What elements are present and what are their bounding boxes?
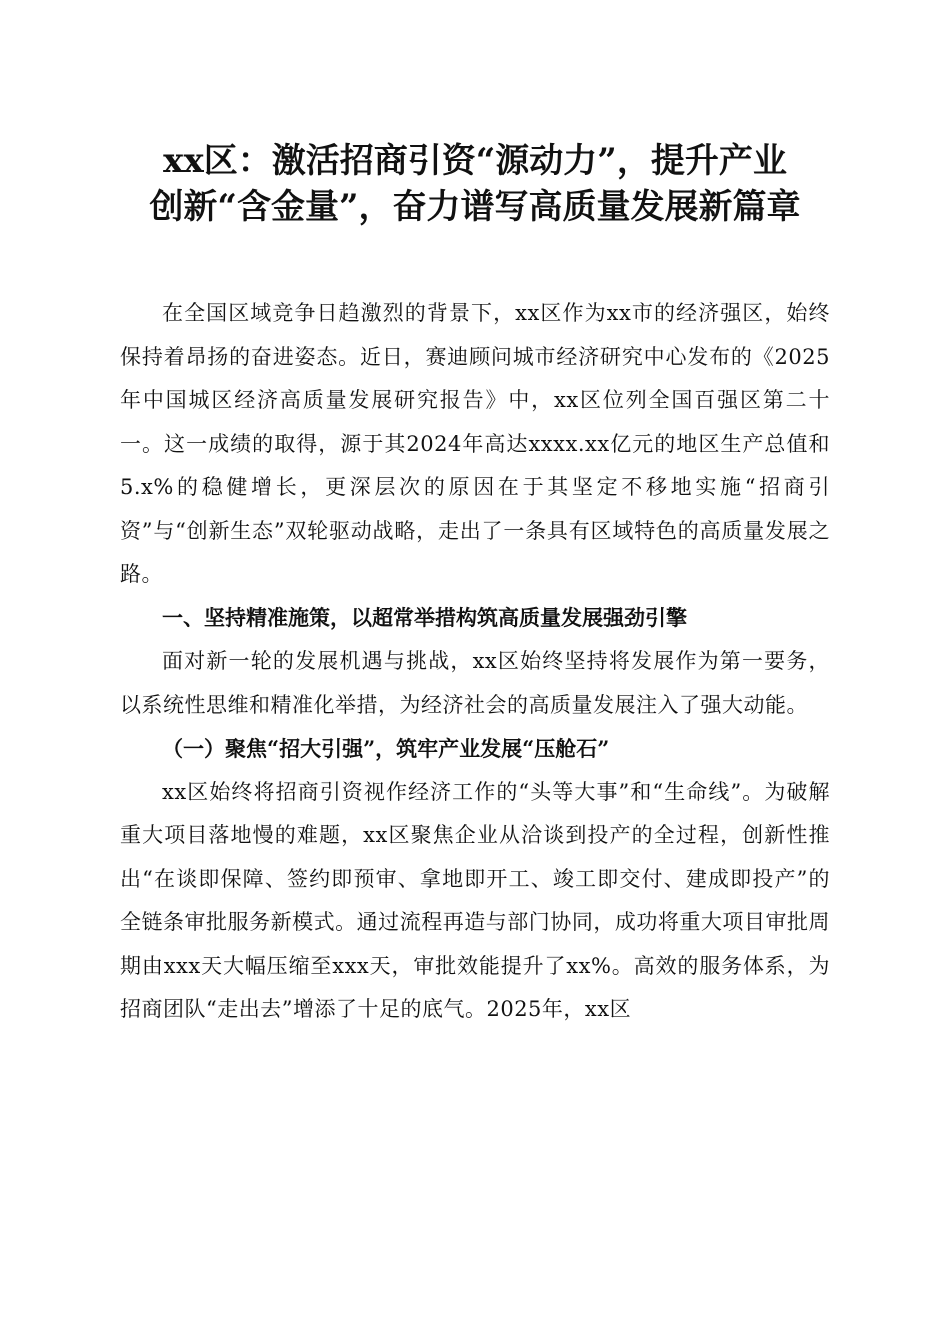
- subsection-heading-1: （一）聚焦“招大引强”，筑牢产业发展“压舱石”: [162, 736, 610, 761]
- document-title: [120, 138, 830, 230]
- title-line-1: xx区：激活招商引资“源动力”，提升产业: [163, 141, 787, 181]
- section-heading-1: 一、坚持精准施策，以超常举措构筑高质量发展强劲引擎: [162, 605, 687, 630]
- document-page: [120, 138, 830, 1032]
- intro-paragraph: 在全国区域竞争日趋激烈的背景下，xx区作为xx市的经济强区，始终保持着昂扬的奋进姿态。近日，赛迪顾问城市经济研究中心发布的《2025年中国城区经济高质量发展研究报告》中，xx区位列全国百强区第二十一。这一成绩的取得，源于其2024年高达xxxx.xx亿元的地区生产总值和5.x%的稳健增长，更深层次的原因在于其坚定不移地实施“招商引资”与“创新生态”双轮驱动战略，走出了一条具有区域特色的高质量发展之路。: [120, 301, 830, 586]
- section-1-paragraph: 面对新一轮的发展机遇与挑战，xx区始终坚持将发展作为第一要务，以系统性思维和精准化举措，为经济社会的高质量发展注入了强大动能。: [120, 649, 830, 717]
- subsection-1-paragraph: xx区始终将招商引资视作经济工作的“头等大事”和“生命线”。为破解重大项目落地慢的难题，xx区聚焦企业从洽谈到投产的全过程，创新性推出“在谈即保障、签约即预审、拿地即开工、竣工即交付、建成即投产”的全链条审批服务新模式。通过流程再造与部门协同，成功将重大项目审批周期由xxx天大幅压缩至xxx天，审批效能提升了xx%。高效的服务体系，为招商团队“走出去”增添了十足的底气。2025年，xx区: [120, 779, 830, 1021]
- title-line-2: 创新“含金量”，奋力谱写高质量发展新篇章: [149, 187, 801, 227]
